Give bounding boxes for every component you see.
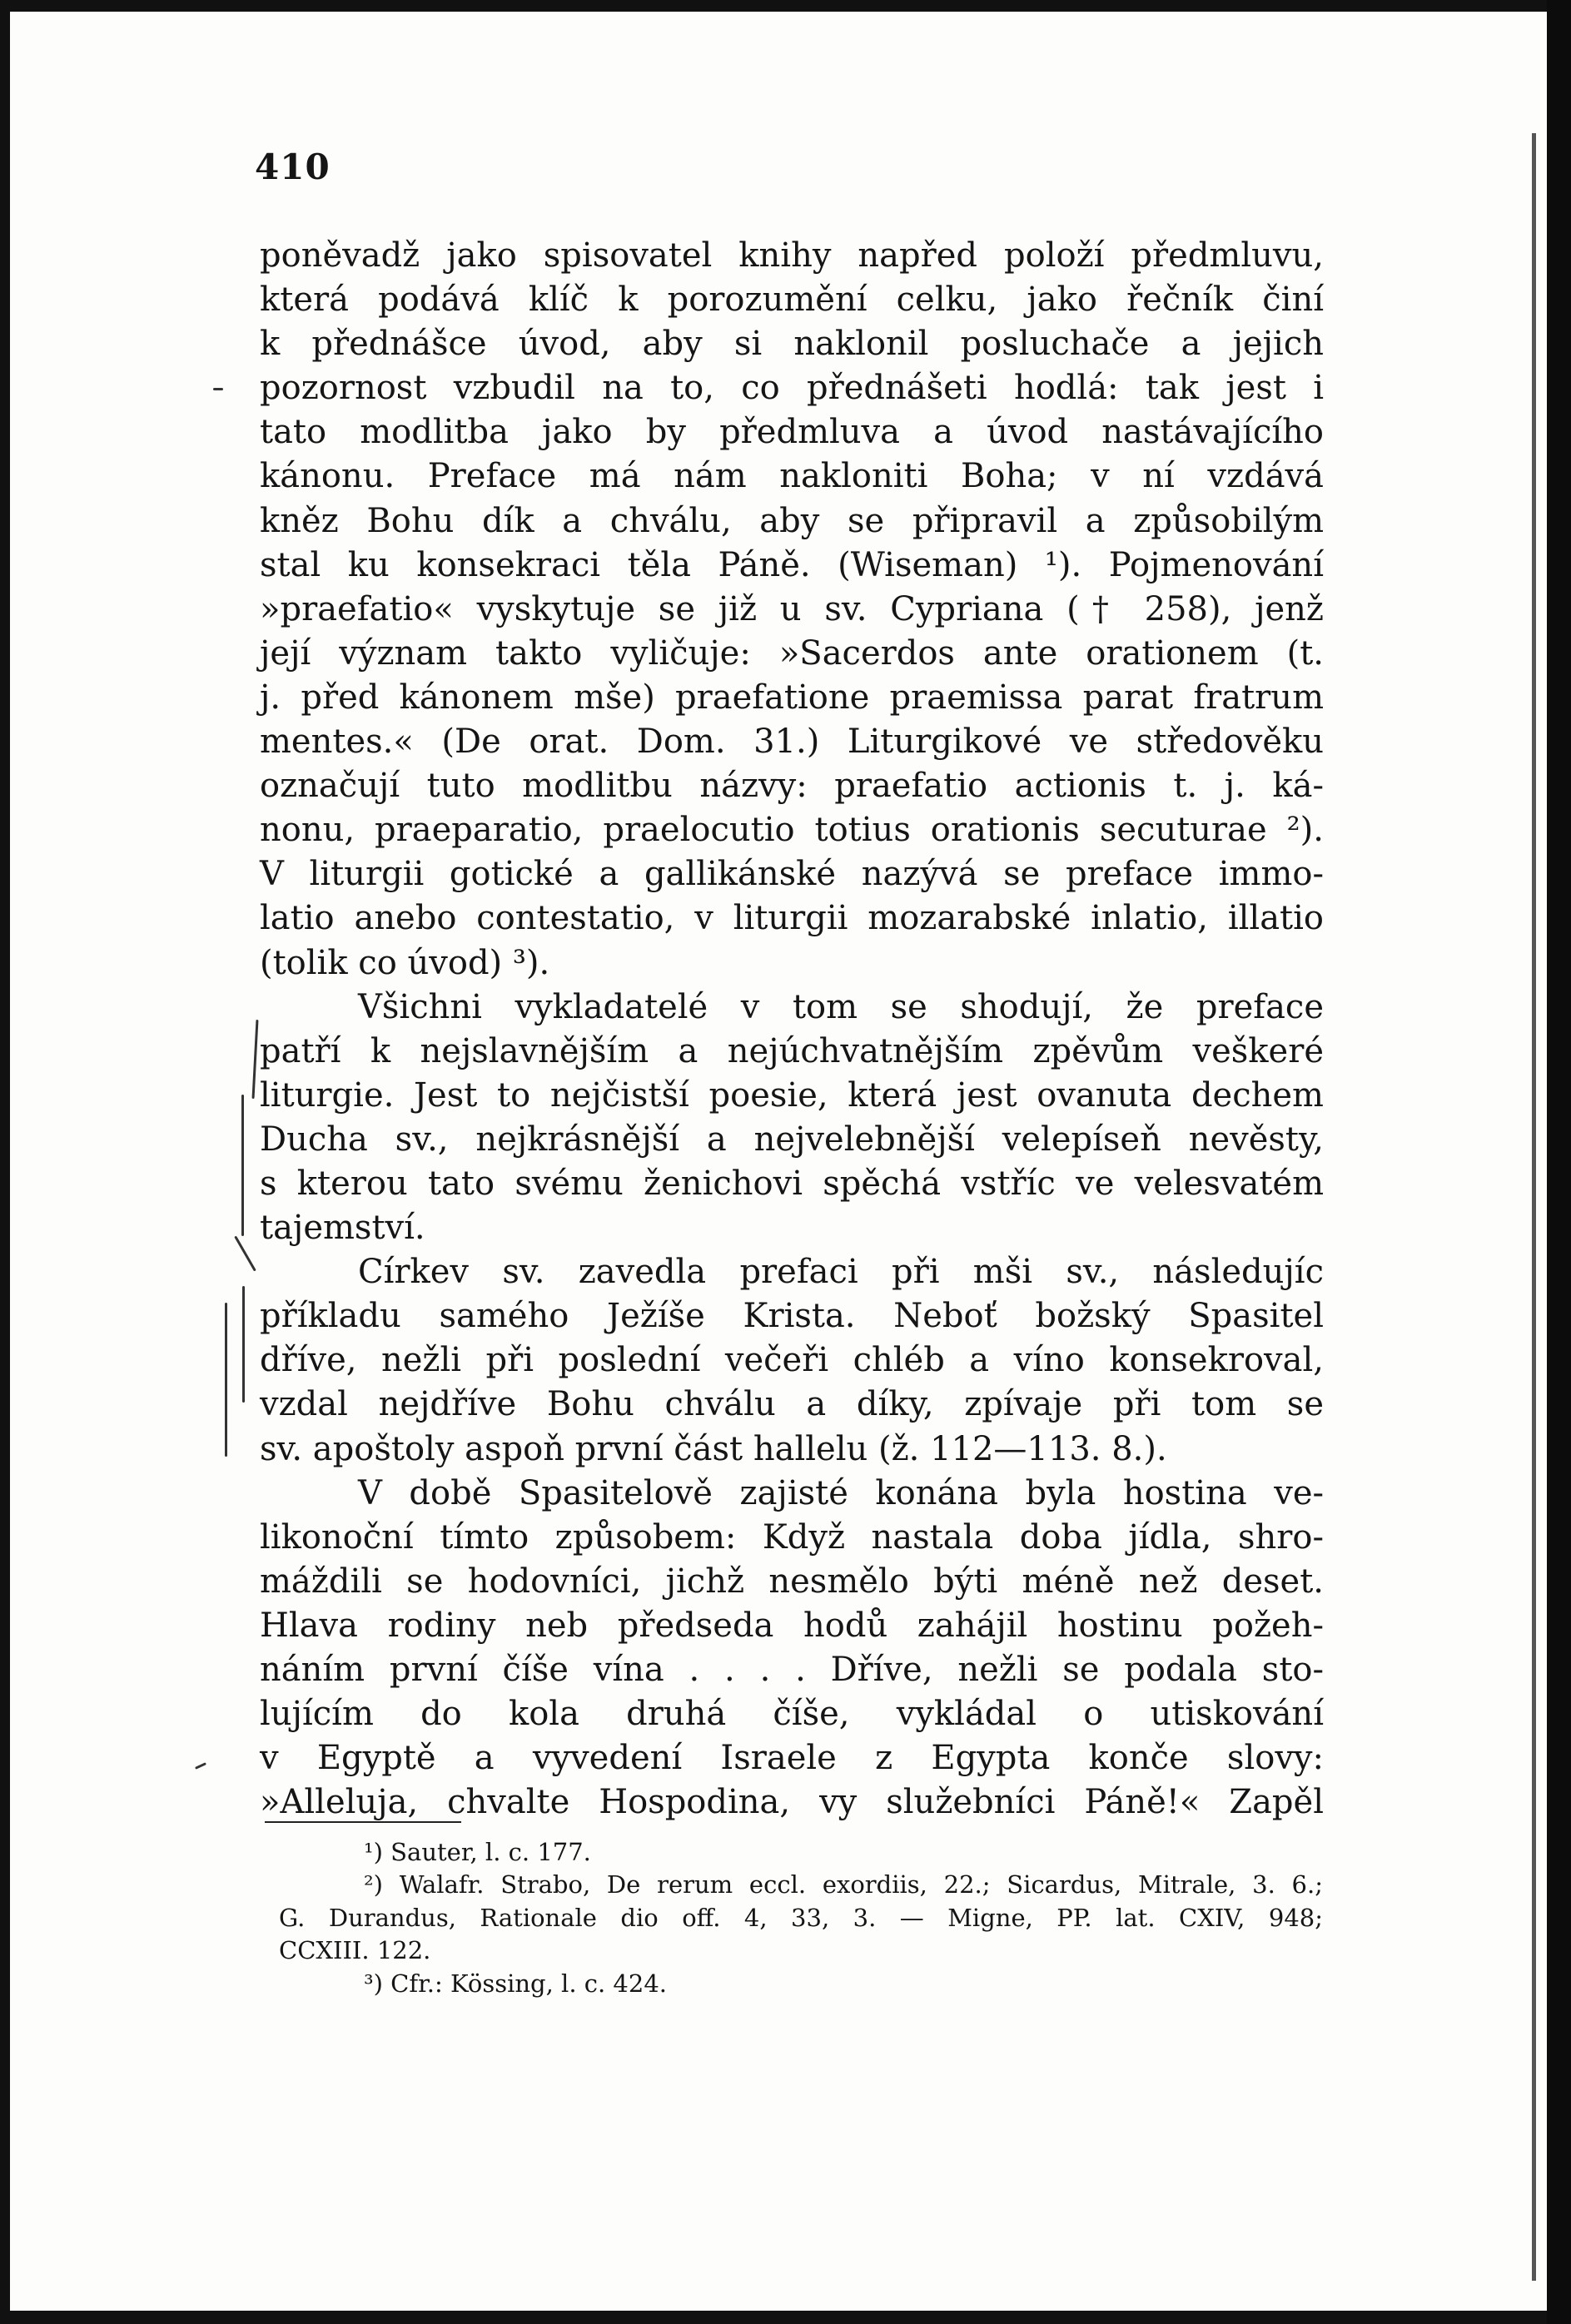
footnote-2-cont: CCXIII. 122. bbox=[279, 1936, 431, 1965]
text-line: tato modlitba jako by předmluva a úvod nastávajícího bbox=[260, 413, 1324, 452]
scan-border-top bbox=[0, 0, 1571, 12]
text-line: »praefatio« vyskytuje se již u sv. Cypriana († 258), jenž bbox=[260, 589, 1324, 628]
text-line: liturgie. Jest to nejčistší poesie, která jest ovanuta dechem bbox=[260, 1075, 1324, 1115]
margin-bracket-mark bbox=[225, 1303, 227, 1457]
text-line: náním první číše vína . . . . Dříve, nežli se podala sto- bbox=[260, 1651, 1324, 1689]
text-line: dříve, nežli při poslední večeři chléb a víno konsekroval, bbox=[260, 1341, 1324, 1380]
text-line: Církev sv. zavedla prefaci při mši sv., následujíc bbox=[358, 1253, 1324, 1292]
text-line: stal ku konsekraci těla Páně. (Wiseman) ¹). Pojmenování bbox=[260, 545, 1324, 584]
text-line: patří k nejslavnějším a nejúchvatnějším zpěvům veškeré bbox=[260, 1031, 1324, 1070]
footnotes bbox=[272, 1836, 1323, 2000]
text-line: označují tuto modlitbu názvy: praefatio actionis t. j. ká- bbox=[260, 767, 1324, 806]
footnote-rule bbox=[265, 1821, 461, 1823]
text-line: která podává klíč k porozumění celku, jako řečník činí bbox=[260, 281, 1324, 320]
text-line: její význam takto vyličuje: »Sacerdos ante orationem (t. bbox=[260, 633, 1324, 673]
margin-dash-mark bbox=[195, 1762, 206, 1770]
footnote-text: Sauter, l. c. 177. bbox=[390, 1838, 591, 1866]
footnote-1 bbox=[272, 1836, 1323, 1869]
footnote-mark: ²) bbox=[364, 1870, 383, 1899]
text-line: s kterou tato svému ženichovi spěchá vstříc ve velesvatém bbox=[260, 1164, 1324, 1203]
text-line: latio anebo contestatio, v liturgii mozarabské inlatio, illatio bbox=[260, 899, 1324, 938]
margin-bracket-mark bbox=[242, 1286, 245, 1403]
text-line: lujícím do kola druhá číše, vykládal o utiskování bbox=[260, 1695, 1324, 1734]
footnote-3 bbox=[272, 1968, 1323, 2000]
text-line: »Alleluja, chvalte Hospodina, vy služebníci Páně!« Zapěl bbox=[260, 1783, 1324, 1822]
text-line: v Egyptě a vyvedení Israele z Egypta konče slovy: bbox=[260, 1739, 1324, 1778]
text-line: likonoční tímto způsobem: Když nastala doba jídla, shro- bbox=[260, 1517, 1324, 1557]
margin-bracket-mark bbox=[241, 1095, 244, 1236]
text-line: sv. apoštoly aspoň první část hallelu (ž. 112—113. 8.). bbox=[260, 1429, 1167, 1468]
page-edge-shadow bbox=[1532, 133, 1536, 2281]
text-line: tajemství. bbox=[260, 1209, 425, 1248]
margin-dash-mark bbox=[213, 388, 223, 390]
footnote-text: Walafr. Strabo, De rerum eccl. exordiis, 22.; Sicardus, Mitrale, 3. 6.; bbox=[399, 1870, 1324, 1899]
body-text bbox=[260, 234, 1324, 1825]
footnote-mark: ¹) bbox=[364, 1838, 383, 1866]
text-line: máždili se hodovníci, jichž nesmělo býti méně než deset. bbox=[260, 1562, 1324, 1601]
footnote-2-cont: G. Durandus, Rationale dio off. 4, 33, 3. — Migne, PP. lat. CXIV, 948; bbox=[279, 1903, 1323, 1932]
text-line: pozornost vzbudil na to, co přednášeti hodlá: tak jest i bbox=[260, 369, 1324, 408]
text-line: V liturgii gotické a gallikánské nazývá se preface immo- bbox=[260, 855, 1324, 894]
text-line: j. před kánonem mše) praefatione praemissa parat fratrum bbox=[260, 678, 1324, 717]
text-line: k přednášce úvod, aby si naklonil posluchače a jejich bbox=[260, 325, 1324, 364]
footnote-2 bbox=[272, 1869, 1323, 1901]
text-line: Hlava rodiny neb předseda hodů zahájil hostinu požeh- bbox=[260, 1606, 1324, 1645]
text-line: Všichni vykladatelé v tom se shodují, že preface bbox=[358, 987, 1324, 1026]
text-line: vzdal nejdříve Bohu chválu a díky, zpívaje při tom se bbox=[260, 1385, 1324, 1424]
footnote-mark: ³) bbox=[364, 1969, 383, 1998]
text-line: Ducha sv., nejkrásnější a nejvelebnější velepíseň nevěsty, bbox=[260, 1120, 1324, 1159]
text-line: kánonu. Preface má nám nakloniti Boha; v ní vzdává bbox=[260, 457, 1324, 496]
scan-border-left bbox=[0, 0, 10, 2324]
scan-border-bottom bbox=[0, 2311, 1571, 2324]
text-line: (tolik co úvod) ³). bbox=[260, 943, 550, 982]
footnote-text: Cfr.: Kössing, l. c. 424. bbox=[390, 1969, 668, 1998]
text-line: poněvadž jako spisovatel knihy napřed položí předmluvu, bbox=[260, 236, 1324, 275]
text-line: nonu, praeparatio, praelocutio totius orationis secuturae ²). bbox=[260, 811, 1324, 850]
margin-bracket-mark bbox=[234, 1235, 256, 1271]
margin-bracket-mark bbox=[252, 1020, 259, 1099]
text-line: mentes.« (De orat. Dom. 31.) Liturgikové ve středověku bbox=[260, 723, 1324, 762]
scan-border-right bbox=[1547, 0, 1571, 2324]
text-line: kněz Bohu dík a chválu, aby se připravil a způsobilým bbox=[260, 501, 1324, 540]
page-number: 410 bbox=[255, 146, 331, 187]
text-line: V době Spasitelově zajisté konána byla hostina ve- bbox=[358, 1473, 1324, 1512]
text-line: příkladu samého Ježíše Krista. Neboť božský Spasitel bbox=[260, 1297, 1324, 1336]
